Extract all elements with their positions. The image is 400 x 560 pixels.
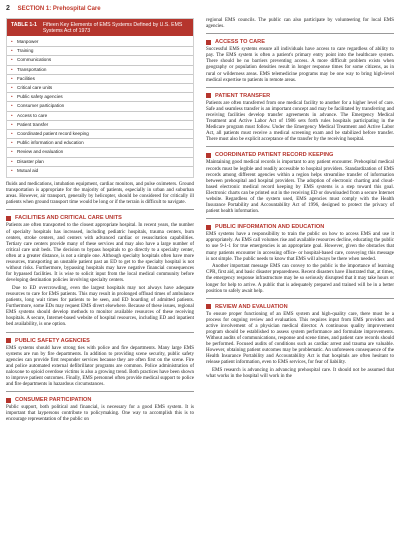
info-heading — [206, 224, 394, 230]
heading-square-icon — [206, 93, 211, 98]
divider — [6, 391, 194, 392]
table-header — [7, 19, 193, 36]
list-item: • Disaster plan — [7, 158, 193, 167]
list-item: • Public information and education — [7, 139, 193, 148]
table-list — [7, 36, 193, 177]
body-paragraph: regional EMS councils. The public can also participate by volunteering for local EMS agencies. — [206, 18, 394, 30]
heading-text: COORDINATED PATIENT RECORD KEEPING — [215, 152, 334, 159]
heading-square-icon — [6, 216, 11, 221]
heading-text: ACCESS TO CARE — [215, 39, 265, 46]
heading-text: PUBLIC SAFETY AGENCIES — [15, 337, 90, 344]
body-paragraph: Patients are often transferred from one medical facility to another for a higher level of care. Safe and seamless transfer is an important concept and may be facilitated by transferring and receiving facilities develop transfer agreements in advance. The Emergency Medical Treatment and Active Labor Act of 1986 sets forth rules hospitals participating in the Medicare program must follow. Under the Emergency Medical Treatment and Active Labor Act, all patients must receive a medical screening exam and be stabilized before transfer. There must also be explicit acceptance of the transfer by the receiving hospital. — [206, 100, 394, 143]
list-item: • Communications — [7, 56, 193, 65]
body-paragraph: To ensure proper functioning of an EMS system and high-quality care, there must be a process for ongoing review and evaluation. This requires input from EMS providers and active involvement of a physician medical director. A continuous quality improvement program should be established to assess system performance and formulate improvements. Without audits of communications, response and scene times, and patient care records should be performed. Focused audits of conditions such as cardiac arrest and trauma are valuable. However, obtaining patient outcomes may be problematic. An unforeseen consequence of the Health Insurance Portability and Accountability Act is that hospitals are often hesitant to release patient information, even to EMS services, for fear of liability. — [206, 311, 394, 366]
transfer-heading — [206, 93, 394, 99]
access-heading — [206, 39, 394, 45]
body-paragraph: EMS systems should have strong ties with police and fire departments. Many large EMS systems are run by fire departments. In addition to providing scene security, public safety agencies can provide first responder services because they are often first on the scene. Fire and police automated external defibrillator programs are common. Police administration of naloxone to opioid overdose victims is also a growing trend. Both practices have been shown to improve patient outcomes. Finally, EMS personnel often provide medical support to police and fire departments in hazardous circumstances. — [6, 345, 194, 388]
right-column — [206, 18, 394, 382]
list-item: • Mutual aid — [7, 167, 193, 175]
divider — [206, 146, 394, 147]
heading-square-icon — [6, 398, 11, 403]
heading-square-icon — [206, 304, 211, 309]
section-title: SECTION 1: Prehospital Care — [17, 6, 101, 12]
heading-text: CONSUMER PARTICIPATION — [15, 397, 92, 404]
divider — [206, 298, 394, 299]
list-item: • Access to care — [7, 112, 193, 121]
heading-text: PUBLIC INFORMATION AND EDUCATION — [215, 224, 325, 231]
body-paragraph: Maintaining good medical records is important to any patient encounter. Prehospital medical records must be legible and readily accessible to hospital providers. Standardization of EMS records among different agencies within a region helps streamline transfer of information between prehospital and hospital providers. The adoption of electronic charting and cloud-based electronic medical record keeping by EMS systems is a step toward this goal. Electronic charts can be printed out in the receiving ED or downloaded from a secure Internet website. Regardless of the system used, EMS agencies must comply with the Health Insurance Portability and Accountability Act of 1996, designed to protect the privacy of patient health information. — [206, 160, 394, 215]
table-title: Fifteen Key Elements of EMS Systems Defined by U.S. EMS Systems Act of 1973 — [42, 22, 183, 34]
running-header — [6, 5, 394, 17]
heading-text: FACILITIES AND CRITICAL CARE UNITS — [15, 215, 122, 222]
body-paragraph: Public support, both political and financial, is necessary for a good EMS system. It is important that laypersons contribute to policymaking. One way to accomplish this is to encourage representation of the public on — [6, 405, 194, 423]
heading-square-icon — [6, 338, 11, 343]
divider — [206, 218, 394, 219]
list-item: • Transportation — [7, 66, 193, 75]
public-safety-heading — [6, 338, 194, 344]
body-paragraph: EMS systems have a responsibility to train the public on how to access EMS and use it appropriately. As EMS call volumes rise and available resources decline, educating the public to use 9-1-1 for true emergencies is an appropriate goal. However, given the obstacles that many patients encounter in accessing office- or hospital-based care, conveying this message is not simple. The public needs to know that EMS will always be there when needed. — [206, 232, 394, 262]
heading-text: REVIEW AND EVALUATION — [215, 303, 288, 310]
divider — [6, 332, 194, 333]
left-column — [6, 18, 194, 425]
body-paragraph: Successful EMS systems ensure all individuals have access to care regardless of ability to pay. The EMS system is often a patient's primary entry point into the healthcare system. There should be no barriers preventing access. A more difficult problem exists when geography or population densities result in longer response times for some citizens, as in rural or wilderness areas. EMS telemedicine programs may be one way to bring high-level medical expertise to patients in remote areas. — [206, 47, 394, 83]
list-item: • Manpower — [7, 38, 193, 47]
heading-square-icon — [206, 40, 211, 45]
divider — [206, 87, 394, 88]
body-paragraph: Due to ED overcrowding, even the largest hospitals may not always have adequate resources to care for EMS patients. This may result in prolonged offload times of ambulance patients, long wait times for patients to be seen, and ED boarding of admitted patients. Furthermore, some EDs may request EMS divert elsewhere. Because of these issues, regional EMS systems should develop methods to monitor available resources of these receiving hospitals. A secure, Internet-based website of hospital resources, including ED and inpatient bed availability, is one option. — [6, 285, 194, 328]
list-item: • Coordinated patient record keeping — [7, 130, 193, 139]
list-item: • Patient transfer — [7, 121, 193, 130]
list-item: • Consumer participation — [7, 102, 193, 111]
key-elements-table — [6, 18, 194, 178]
review-heading — [206, 304, 394, 310]
body-paragraph: EMS research is advancing in advancing prehospital care. It should not be assumed that what works in the hospital will work in the — [206, 368, 394, 380]
list-item: • Critical care units — [7, 84, 193, 93]
records-heading — [206, 152, 394, 158]
heading-square-icon — [206, 225, 211, 230]
heading-square-icon — [206, 153, 211, 158]
page-number: 2 — [6, 5, 10, 12]
divider — [6, 209, 194, 210]
list-item: • Public safety agencies — [7, 93, 193, 102]
table-id: TABLE 1-1 — [11, 22, 37, 28]
list-item: • Training — [7, 47, 193, 56]
divider — [206, 33, 394, 34]
heading-text: PATIENT TRANSFER — [215, 92, 271, 99]
body-paragraph: Another important message EMS can convey to the public is the importance of learning CPR, first aid, and basic disaster preparedness. Recent disasters have illustrated that, at times, the emergency response infrastructure may be so seriously disrupted that it may take hours or longer for help to arrive. A public that is adequately prepared and trained will be in a better position to safely await help. — [206, 264, 394, 294]
consumer-heading — [6, 397, 194, 403]
intro-paragraph: fluids and medications, intubation equipment, cardiac monitors, and pulse oximeters. Ground transportation is appropriate for the majority of patients, especially in urban and suburban areas. However, air transport, generally by helicopter, should be considered for critically ill patients when ground transport time would be long or if the terrain is difficult to navigate. — [6, 182, 194, 206]
facilities-heading — [6, 215, 194, 221]
list-item: • Review and evaluation — [7, 148, 193, 157]
list-item: • Facilities — [7, 75, 193, 84]
body-paragraph: Patients are often transported to the closest appropriate hospital. In recent years, the number of specialty hospitals has increased, including pediatric hospitals, trauma centers, burn centers, stroke centers, and centers with advanced cardiac or resuscitation capabilities. Tertiary care centers provide many of these services and may also have a large number of critical care unit beds. The decision to bypass hospitals to go directly to a specialty center, often at a greater distance, is not a simple one. Although specialty hospitals often have more resources, transporting an unstable patient past an ED to get to the specialty hospital is not without risks. Furthermore, bypassing hospitals may have negative financial consequences for bypassed facilities. It is wise to solicit input from the local medical community before developing destination policies involving specialty centers. — [6, 223, 194, 284]
